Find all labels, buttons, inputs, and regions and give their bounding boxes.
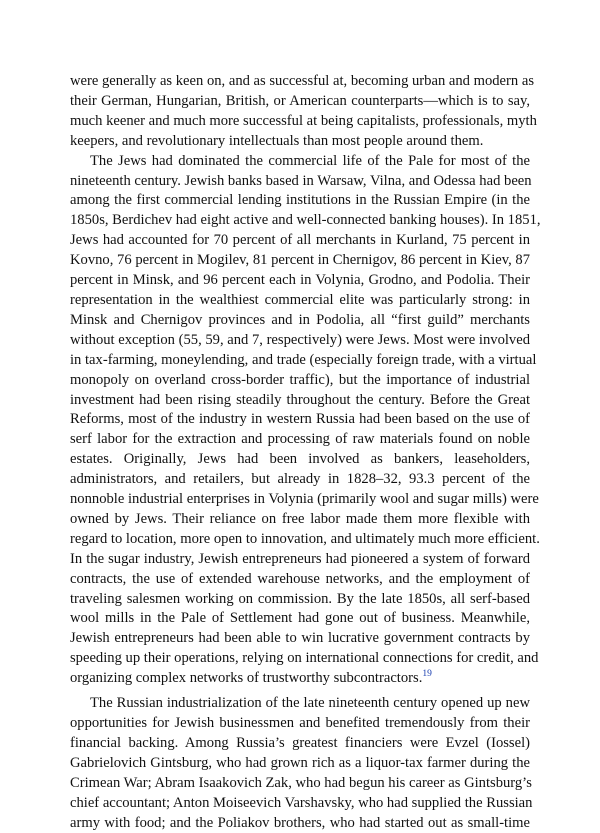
text-line: Kovno, 76 percent in Mogilev, 81 percent in Chernigov, 86 percent in Kiev, 87 [70, 252, 530, 269]
text-line: their German, Hungarian, British, or American counterparts—which is to say, [70, 92, 530, 109]
page-body [70, 72, 541, 833]
text-line: Minsk and Chernigov provinces and in Podolia, all “first guild” merchants [70, 311, 530, 328]
text-line: Gabrielovich Gintsburg, who had grown rich as a liquor-tax farmer during the [70, 754, 530, 771]
text-line: much keener and much more successful at being capitalists, professionals, myth [70, 112, 537, 129]
paragraph-continuation [70, 72, 537, 152]
text-line: in tax-farming, moneylending, and trade (especially foreign trade, with a virtual [70, 351, 537, 368]
text-line: Jews had accounted for 70 percent of all merchants in Kurland, 75 percent in [70, 232, 530, 249]
text-line: opportunities for Jewish businessmen and benefited tremendously from their [70, 715, 530, 731]
text-line: percent in Minsk, and 96 percent each in Volynia, Grodno, and Podolia. Their [70, 272, 530, 289]
text-line: speeding up their operations, relying on international connections for credit, and [70, 650, 539, 667]
text-line: estates. Originally, Jews had been involved as bankers, leaseholders, [70, 451, 530, 468]
text-line: financial backing. Among Russia’s greatest financiers were Evzel (Iossel) [70, 734, 530, 751]
text-line: chief accountant; Anton Moiseevich Varshavsky, who had supplied the Russian [70, 794, 533, 811]
text-line: traveling salesmen working on commission. By the late 1850s, all serf-based [70, 590, 530, 607]
text-line: Reforms, most of the industry in western Russia had been based on the use of [70, 411, 530, 428]
text-line: administrators, and retailers, but already in 1828–32, 93.3 percent of the [70, 471, 530, 488]
text-line: serf labor for the extraction and processing of raw materials found on noble [70, 431, 530, 448]
text-line-content: organizing complex networks of trustworthy subcontractors. [70, 670, 423, 687]
text-line: representation in the wealthiest commercial elite was particularly strong: in [70, 291, 530, 308]
text-line: Crimean War; Abram Isaakovich Zak, who had begun his career as Gintsburg’s [70, 774, 532, 791]
text-line [70, 669, 530, 689]
text-line: wool mills in the Pale of Settlement had gone out of business. Meanwhile, [70, 610, 530, 627]
text-line: keepers, and revolutionary intellectuals than most people around them. [70, 132, 484, 149]
text-line: The Russian industrialization of the late nineteenth century opened up new [90, 695, 530, 712]
text-line: nonnoble industrial enterprises in Volynia (primarily wool and sugar mills) were [70, 491, 539, 508]
text-line: investment had been rising steadily throughout the century. Before the Great [70, 391, 530, 408]
text-line: without exception (55, 59, and 7, respectively) were Jews. Most were involved [70, 331, 530, 348]
text-line: nineteenth century. Jewish banks based in Warsaw, Vilna, and Odessa had been [70, 172, 532, 189]
text-line: contracts, the use of extended warehouse networks, and the employment of [70, 570, 530, 587]
paragraph-industrialization [70, 694, 533, 833]
text-line: In the sugar industry, Jewish entrepreneurs had pioneered a system of forward [70, 550, 530, 567]
text-line: Jewish entrepreneurs had been able to win lucrative government contracts by [70, 630, 530, 647]
footnote-reference[interactable]: 19 [422, 669, 432, 680]
text-line: The Jews had dominated the commercial life of the Pale for most of the [90, 152, 530, 169]
paragraph-commercial-life [70, 152, 541, 689]
text-line: 1850s, Berdichev had eight active and well-connected banking houses). In 1851, [70, 212, 541, 229]
text-line: regard to location, more open to innovation, and ultimately much more efficient. [70, 530, 540, 547]
text-line: were generally as keen on, and as successful at, becoming urban and modern as [70, 73, 534, 89]
text-line: monopoly on overland cross-border traffic), but the importance of industrial [70, 371, 530, 388]
text-line: among the first commercial lending institutions in the Russian Empire (in the [70, 192, 530, 209]
text-line: army with food; and the Poliakov brothers, who had started out as small-time [70, 814, 530, 831]
text-line: owned by Jews. Their reliance on free labor made them more flexible with [70, 510, 530, 527]
